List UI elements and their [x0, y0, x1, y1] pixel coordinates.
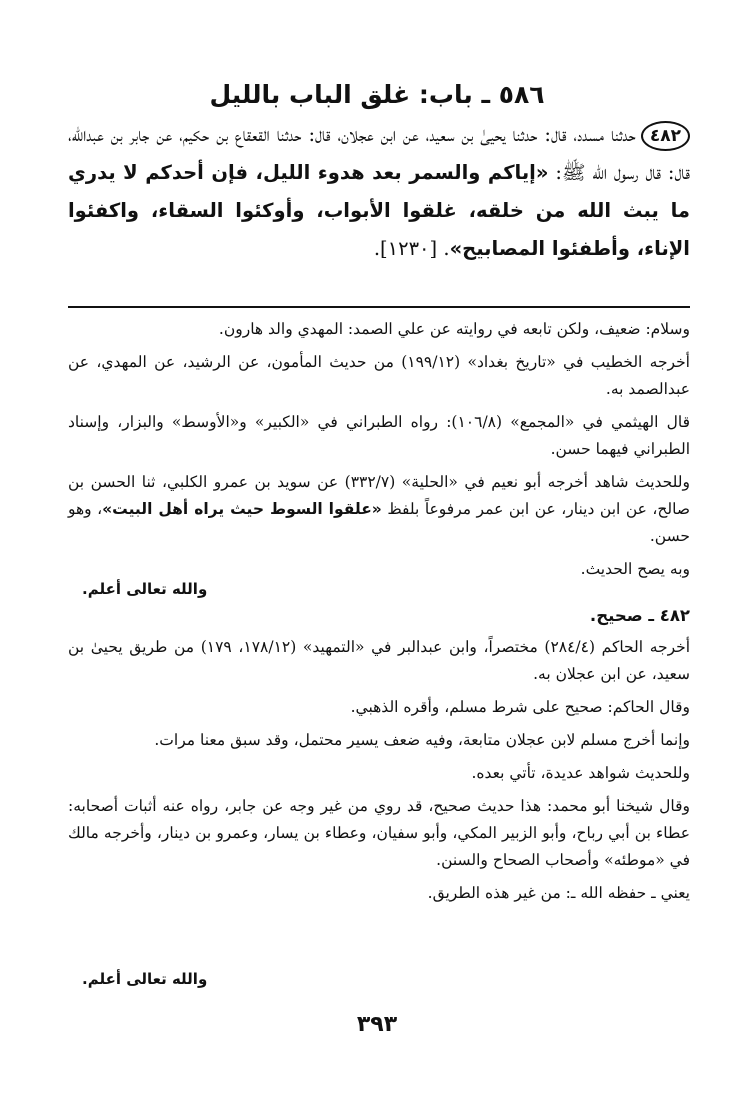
footnote-bold-quote: «علقوا السوط حيث يراه أهل البيت» — [102, 500, 382, 518]
footnote-separator — [68, 306, 690, 308]
footnote-paragraph: وقال شيخنا أبو محمد: هذا حديث صحيح، قد روي من غير وجه عن جابر، رواه عنه أثبات أصحابه: عطاء بن أبي رباح، وأبو الزبير المكي، وأبو سفيان، وعطاء بن يسار، وعمرو بن دينار، وأخرجه مالك في «موطئه» وأصحاب الصحاح والسنن. — [68, 797, 690, 869]
closing-phrase: والله تعالى أعلم. — [82, 970, 208, 988]
hadith-chain: حدثنا مسدد، قال: حدثنا يحيىٰ بن سعيد، عن ابن عجلان، قال: حدثنا القعقاع بن حكيم، عن جابر بن عبدالله، قال: قال رسول الله ﷺ: — [68, 123, 690, 184]
footnote-paragraph: وسلام: ضعيف، ولكن تابعه في روايته عن علي الصمد: المهدي والد هارون. — [218, 320, 690, 338]
footnote-paragraph: وبه يصح الحديث. — [580, 560, 690, 578]
footnote-paragraph: وقال الحاكم: صحيح على شرط مسلم، وأقره الذهبي. — [350, 698, 690, 716]
page-number: ٣٩٣ — [356, 1012, 398, 1037]
note-heading: ٤٨٢ ـ صحيح. — [589, 606, 690, 625]
hadith-reference: . [١٢٣٠]. — [373, 237, 450, 260]
footnote-paragraph: وللحديث شاهد أخرجه أبو نعيم في «الحلية» (٣٣٢/٧) عن سويد بن عمرو الكلبي، ثنا الحسن بن صالح، عن ابن دينار، عن ابن عمر مرفوعاً بلفظ «علقوا السوط حيث يراه أهل البيت»، وهو حسن. — [68, 473, 690, 545]
footnote-paragraph: يعني ـ حفظه الله ـ: من غير هذه الطريق. — [427, 884, 690, 902]
footnotes-previous — [68, 316, 690, 589]
chapter-title: ٥٨٦ ـ باب: غلق الباب بالليل — [209, 80, 545, 109]
hadith-matn: «إياكم والسمر بعد هدوء الليل، فإن أحدكم لا يدري ما يبث الله من خلقه، غلقوا الأبواب، وأوكئوا السقاء، واكفئوا الإناء، وأطفئوا المصابيح» — [68, 161, 690, 260]
hadith-number: ٤٨٢ — [641, 121, 690, 151]
footnote-paragraph: وللحديث شواهد عديدة، تأتي بعده. — [471, 764, 690, 782]
footnote-paragraph: وإنما أخرج مسلم لابن عجلان متابعة، وفيه ضعف يسير محتمل، وقد سبق معنا مرات. — [154, 731, 690, 749]
footnote-paragraph: أخرجه الخطيب في «تاريخ بغداد» (١٩٩/١٢) من حديث المأمون، عن الرشيد، عن المهدي، عن عبدالصمد به. — [68, 353, 690, 398]
footnote-paragraph: أخرجه الحاكم (٢٨٤/٤) مختصراً، وابن عبدالبر في «التمهيد» (١٧٨/١٢، ١٧٩) من طريق يحيىٰ بن سعيد، عن ابن عجلان به. — [68, 638, 691, 683]
footnote-paragraph: قال الهيثمي في «المجمع» (١٠٦/٨): رواه الطبراني في «الكبير» و«الأوسط» والبزار، وإسناد الطبراني فيهما حسن. — [68, 413, 690, 458]
closing-phrase: والله تعالى أعلم. — [82, 580, 208, 598]
hadith-text — [68, 116, 690, 268]
footnotes-main — [68, 634, 690, 913]
